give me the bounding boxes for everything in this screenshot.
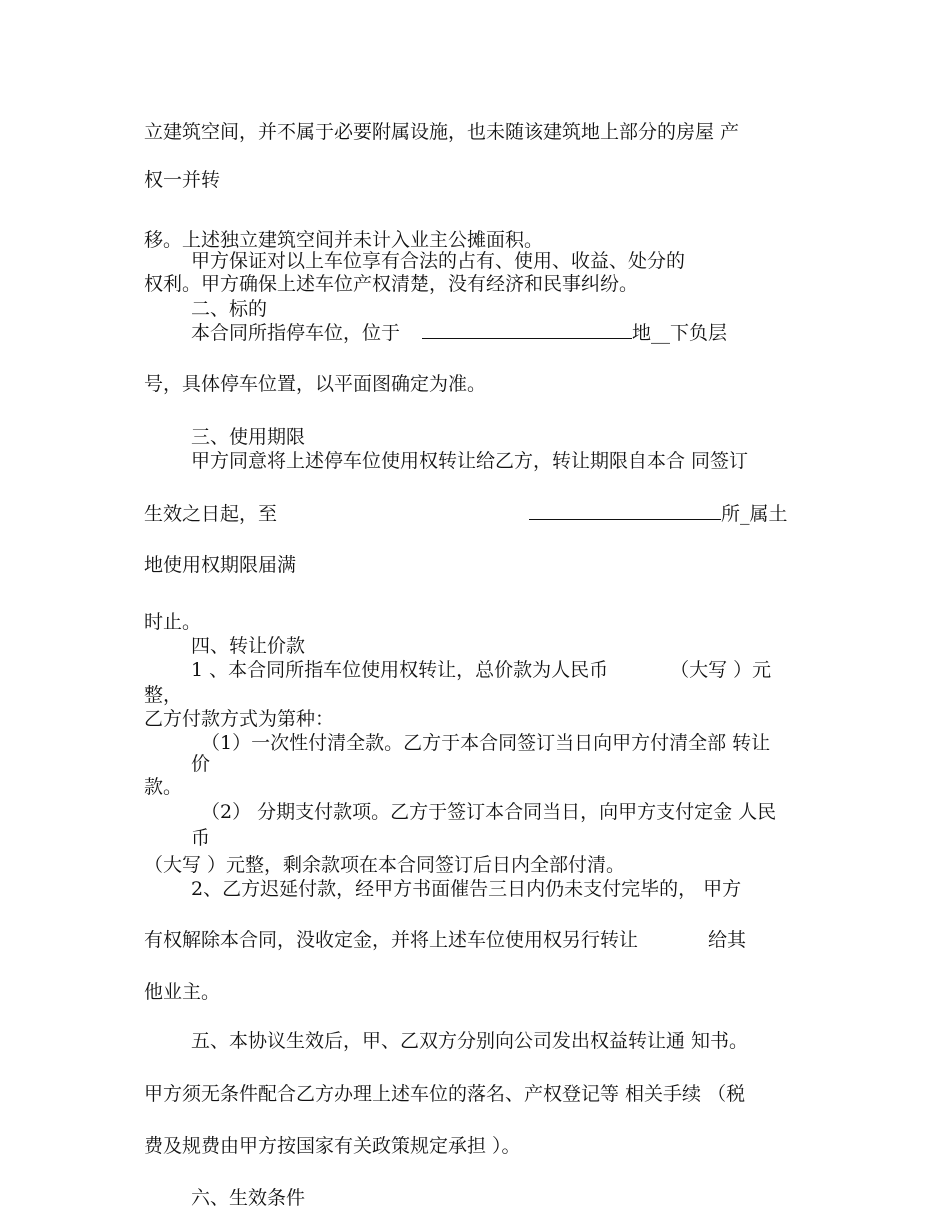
text-segment: （大写 ）元 xyxy=(670,659,772,681)
text-segment: 地__下负层 xyxy=(632,322,728,344)
text-line: 权利。甲方确保上述车位产权清楚，没有经济和民事纠纷。 xyxy=(144,273,639,295)
fill-in-blank xyxy=(529,502,721,520)
text-line: 币 xyxy=(191,827,211,849)
section-heading: 六、生效条件 xyxy=(191,1187,306,1209)
text-segment: 给其 xyxy=(708,929,747,951)
section-heading: 四、转让价款 xyxy=(191,635,306,657)
text-line: 甲方须无条件配合乙方办理上述车位的落名、产权登记等 相关手续 （税 xyxy=(144,1083,746,1105)
section-heading: 五、本协议生效后，甲、乙双方分别向公司发出权益转让通 知书。 xyxy=(191,1030,749,1052)
text-line: 时止。 xyxy=(144,611,202,633)
text-line: 地使用权期限届满 xyxy=(144,554,297,576)
text-line-with-blank xyxy=(144,502,788,526)
list-item: （2） 分期支付款项。乙方于签订本合同当日，向甲方支付定金 人民 xyxy=(201,801,777,823)
text-segment: 所_属土 xyxy=(721,503,788,525)
text-line-with-blank xyxy=(191,321,727,345)
text-line: 立建筑空间，并不属于必要附属设施，也未随该建筑地上部分的房屋 产 xyxy=(144,121,740,143)
text-line: 价 xyxy=(191,753,211,775)
text-line: 款。 xyxy=(144,776,183,798)
text-line: 费及规费由甲方按国家有关政策规定承担 ）。 xyxy=(144,1135,521,1157)
text-line: 权一并转 xyxy=(144,169,221,191)
text-line: 甲方同意将上述停车位使用权转让给乙方，转让期限自本合 同签订 xyxy=(191,450,749,472)
text-line: 他业主。 xyxy=(144,981,221,1003)
text-line xyxy=(144,928,746,952)
text-segment: 有权解除本合同，没收定金，并将上述车位使用权另行转让 xyxy=(144,929,639,951)
text-segment: 本合同所指停车位，位于 xyxy=(191,322,401,344)
text-line: 乙方付款方式为第种： xyxy=(144,708,335,730)
section-heading: 三、使用期限 xyxy=(191,426,306,448)
text-line: 整， xyxy=(144,684,183,706)
text-line: 移。上述独立建筑空间并未计入业主公摊面积。 xyxy=(144,229,544,251)
text-line: 号，具体停车位置，以平面图确定为准。 xyxy=(144,373,487,395)
text-line xyxy=(191,658,771,682)
text-segment: 1 、本合同所指车位使用权转让，总价款为人民币 xyxy=(191,659,609,681)
section-heading: 二、标的 xyxy=(191,298,268,320)
text-line: 2、乙方迟延付款，经甲方书面催告三日内仍未支付完毕的， 甲方 xyxy=(191,878,742,900)
list-item: （1）一次性付清全款。乙方于本合同签订当日向甲方付清全部 转让 xyxy=(201,732,771,754)
text-segment: 生效之日起，至 xyxy=(144,503,278,525)
text-line: （大写 ）元整，剩余款项在本合同签订后日内全部付清。 xyxy=(144,854,626,876)
fill-in-blank xyxy=(422,321,632,339)
text-line: 甲方保证对以上车位享有合法的占有、使用、收益、处分的 xyxy=(191,250,686,272)
